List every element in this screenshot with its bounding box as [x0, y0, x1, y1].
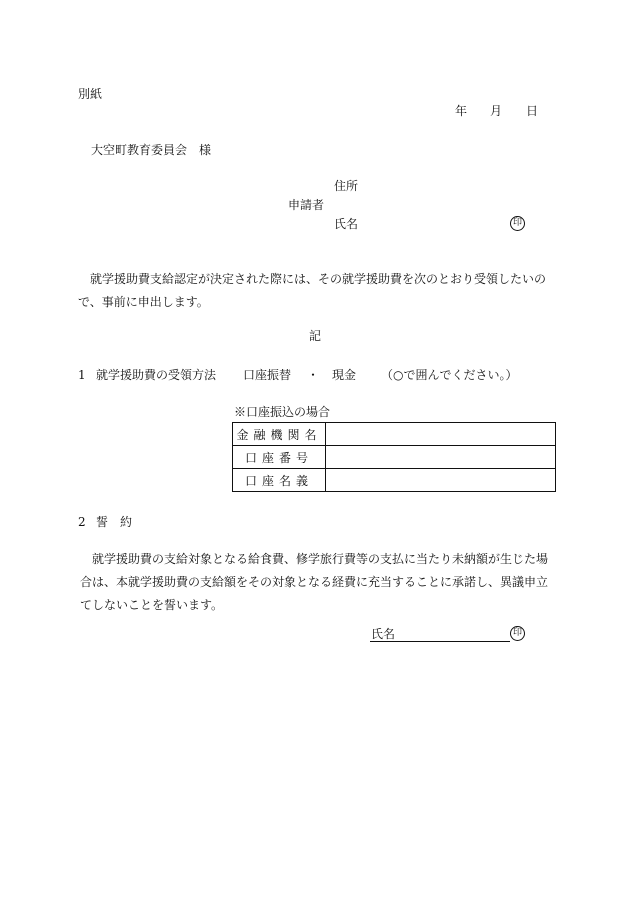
- name-label: 氏名: [334, 217, 359, 231]
- table-row: [233, 446, 556, 469]
- intro-paragraph: 就学援助費支給認定が決定された際には、その就学援助費を次のとおり受領したいので、事前に申出します。: [78, 272, 547, 309]
- option-separator: ・: [307, 368, 320, 382]
- account-holder-field[interactable]: [326, 469, 556, 492]
- attachment-label: 別紙: [78, 87, 103, 101]
- date-month: 月: [490, 104, 503, 118]
- bank-account-table: [232, 422, 556, 492]
- table-row: [233, 423, 556, 446]
- account-number-label: 口座番号: [233, 446, 326, 469]
- addressee: 大空町教育委員会 様: [91, 143, 212, 157]
- bank-table-note: ※口座振込の場合: [234, 405, 331, 419]
- address-label: 住所: [334, 179, 359, 193]
- account-holder-label: 口座名義: [233, 469, 326, 492]
- date-day: 日: [526, 104, 539, 118]
- bank-name-label: 金融機関名: [233, 423, 326, 446]
- section2-title: 誓 約: [96, 515, 133, 529]
- seal-icon: 印: [510, 216, 525, 231]
- date-year: 年: [455, 104, 468, 118]
- signature-seal-icon: 印: [510, 626, 525, 641]
- table-row: [233, 469, 556, 492]
- section2-number: 2: [78, 515, 86, 529]
- signature-line: [370, 641, 510, 642]
- pledge-paragraph: 就学援助費の支給対象となる給食費、修学旅行費等の支払に当たり未納額が生じた場合は、本就学援助費の支給額をその対象となる経費に充当することに承諾し、異議申立てしないことを誓います。: [80, 552, 549, 612]
- record-label: 記: [309, 329, 322, 343]
- account-number-field[interactable]: [326, 446, 556, 469]
- option-cash: 現金: [332, 368, 357, 382]
- applicant-label: 申請者: [288, 198, 325, 212]
- signature-name-label: 氏名: [371, 627, 396, 641]
- section1-title: 就学援助費の受領方法: [96, 368, 217, 382]
- section1-instruction: （○で囲んでください。）: [381, 368, 518, 382]
- option-transfer: 口座振替: [243, 368, 292, 382]
- bank-name-field[interactable]: [326, 423, 556, 446]
- section1-number: 1: [78, 368, 86, 382]
